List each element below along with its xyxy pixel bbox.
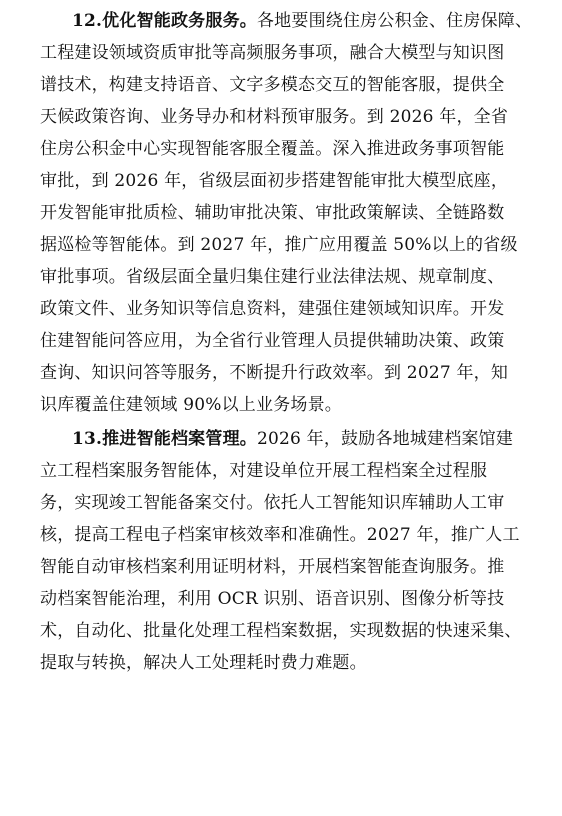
paragraph-line: 谱技术，构建支持语音、文字多模态交互的智能客服，提供全 <box>40 75 505 95</box>
paragraph-line: 务，实现竣工智能备案交付。依托人工智能知识库辅助人工审 <box>40 493 505 513</box>
paragraph-line: 动档案智能治理，利用 OCR 识别、语音识别、图像分析等技 <box>40 589 505 609</box>
section-heading: 12.优化智能政务服务。 <box>72 11 257 31</box>
line-text: 2026 年，鼓励各地城建档案馆建 <box>256 429 514 449</box>
paragraph-line: 天候政策咨询、业务导办和材料预审服务。到 2026 年，全省 <box>40 107 509 127</box>
line-text: 各地要围绕住房公积金、住房保障、 <box>256 11 533 31</box>
paragraph-line: 审批事项。省级层面全量归集住建行业法律法规、规章制度、 <box>40 267 505 287</box>
paragraph-line: 审批，到 2026 年，省级层面初步搭建智能审批大模型底座， <box>40 171 509 191</box>
paragraph-line: 智能自动审核档案利用证明材料，开展档案智能查询服务。推 <box>40 557 505 577</box>
paragraph-line: 工程建设领域资质审批等高频服务事项，融合大模型与知识图 <box>40 43 505 63</box>
paragraph-line: 提取与转换，解决人工处理耗时费力难题。 <box>40 653 367 673</box>
paragraph-line: 术，自动化、批量化处理工程档案数据，实现数据的快速采集、 <box>40 621 522 641</box>
paragraph-line <box>72 424 530 454</box>
paragraph-line: 查询、知识问答等服务，不断提升行政效率。到 2027 年，知 <box>40 363 509 383</box>
paragraph-line: 住建智能问答应用，为全省行业管理人员提供辅助决策、政策 <box>40 331 505 351</box>
paragraph-line <box>72 6 533 36</box>
paragraph-line: 立工程档案服务智能体，对建设单位开展工程档案全过程服 <box>40 461 488 481</box>
paragraph-line: 开发智能审批质检、辅助审批决策、审批政策解读、全链路数 <box>40 203 505 223</box>
paragraph-line: 识库覆盖住建领域 90%以上业务场景。 <box>40 395 342 415</box>
paragraph-line: 核，提高工程电子档案审核效率和准确性。2027 年，推广人工 <box>40 525 520 545</box>
paragraph-line: 据巡检等智能体。到 2027 年，推广应用覆盖 50%以上的省级 <box>40 235 518 255</box>
section-heading: 13.推进智能档案管理。 <box>72 429 257 449</box>
paragraph-line: 住房公积金中心实现智能客服全覆盖。深入推进政务事项智能 <box>40 139 505 159</box>
paragraph-line: 政策文件、业务知识等信息资料，建强住建领域知识库。开发 <box>40 299 505 319</box>
